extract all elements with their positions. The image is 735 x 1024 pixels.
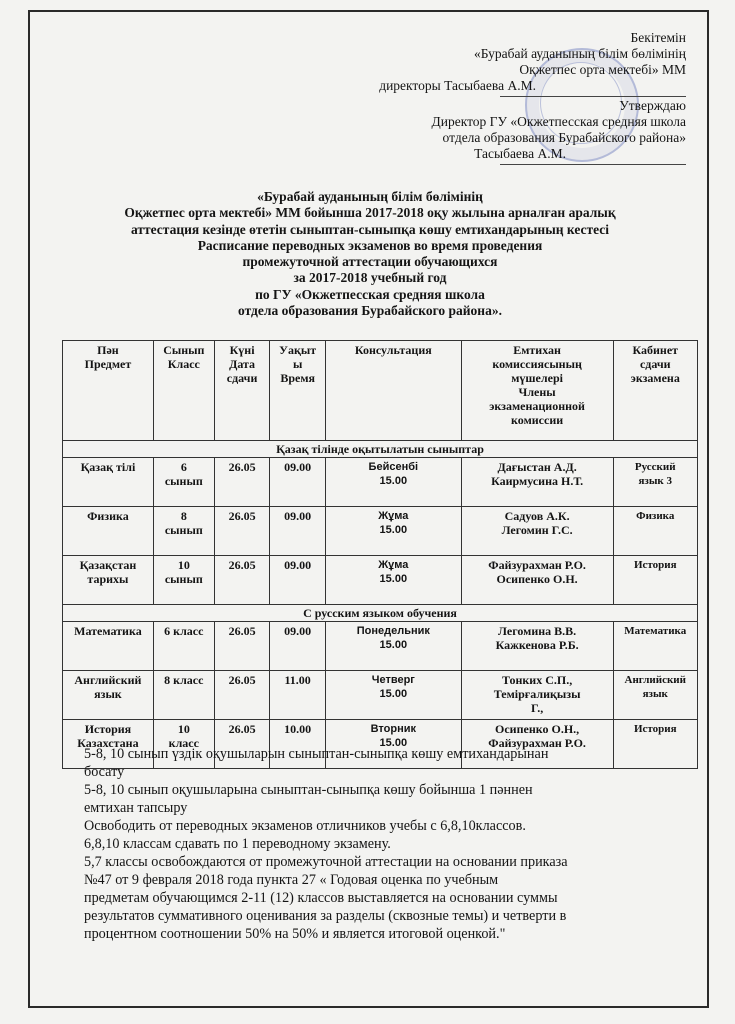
cell-text: Физика [87, 509, 129, 523]
header-text: мүшелері [511, 371, 563, 385]
header-text: Емтихан [513, 343, 561, 357]
table-row [63, 507, 698, 556]
time-cell [270, 458, 326, 507]
cell-text: тарихы [87, 572, 129, 586]
consultation-cell [325, 671, 461, 720]
cell-text: класс [168, 736, 199, 750]
document-title [60, 189, 680, 319]
room-cell [613, 458, 698, 507]
approval-kz-line: «Бурабай ауданының білім бөлімінің [474, 46, 686, 61]
note-line: предметам обучающимся 2-11 (12) классов выставляется на основании суммы [84, 890, 558, 906]
cell-text: Легомина В.В. [498, 624, 577, 638]
commission-cell [461, 622, 613, 671]
consultation-cell [325, 507, 461, 556]
cell-text: Жұма [378, 510, 409, 522]
note-line: 5-8, 10 сынып оқушыларына сыныптан-сыныпқа көшу бойынша 1 пәннен [84, 782, 533, 798]
section-row [63, 441, 698, 458]
commission-cell [461, 671, 613, 720]
time-cell [270, 556, 326, 605]
header-text: Консультация [354, 343, 432, 357]
cell-text: 10 [177, 722, 190, 736]
cell-text: 09.00 [284, 558, 312, 572]
header-room [613, 341, 698, 441]
header-text: комиссиясының [492, 357, 582, 371]
title-line: промежуточной аттестации обучающихся [242, 254, 498, 270]
note-line: Освободить от переводных экзаменов отличников учебы с 6,8,10классов. [84, 818, 526, 834]
cell-text: язык [642, 688, 668, 700]
cell-text: Файзурахман Р.О. [488, 736, 586, 750]
note-line: №47 от 9 февраля 2018 года пункта 27 « Годовая оценка по учебным [84, 872, 499, 888]
cell-text: Осипенко О.Н. [496, 572, 578, 586]
cell-text: 15.00 [379, 688, 408, 700]
cell-text: 09.00 [284, 460, 312, 474]
cell-text: История [633, 559, 677, 571]
cell-text: 26.05 [228, 722, 256, 736]
header-text: комиссии [511, 413, 564, 427]
cell-text: Қазақстан [79, 558, 137, 572]
cell-text: Вторник [370, 723, 417, 735]
signature-line [500, 96, 686, 97]
cell-text: Жұма [378, 559, 409, 571]
subject-cell [63, 671, 154, 720]
cell-text: Бейсенбі [368, 461, 419, 473]
cell-text: 26.05 [228, 624, 256, 638]
title-line: аттестация кезінде өтетін сыныптан-сыныпқа көшу емтихандарының кестесі [130, 221, 610, 237]
approval-ru-line: отдела образования Бурабайского района» [442, 130, 686, 145]
note-line: 5,7 классы освобождаются от промежуточной аттестации на основании приказа [84, 854, 568, 870]
cell-text: 26.05 [228, 673, 256, 687]
cell-text: История [84, 722, 132, 736]
cell-text: 8 класс [164, 673, 204, 687]
approval-kz-director: директоры Тасыбаева А.М. [379, 78, 536, 93]
class-cell [153, 622, 214, 671]
cell-text: 6 [180, 460, 187, 474]
cell-text: язык 3 [638, 475, 673, 487]
header-subject [63, 341, 154, 441]
consultation-cell [325, 458, 461, 507]
consultation-cell [325, 556, 461, 605]
title-line: «Бурабай ауданының білім бөлімінің [257, 189, 483, 204]
commission-cell [461, 556, 613, 605]
header-time [270, 341, 326, 441]
cell-text: Садуов А.К. [504, 509, 570, 523]
header-text: Кабинет [632, 343, 679, 357]
cell-text: 11.00 [284, 673, 311, 687]
cell-text: Понедельник [356, 625, 430, 637]
commission-cell [461, 507, 613, 556]
room-cell [613, 622, 698, 671]
cell-text: 09.00 [284, 509, 312, 523]
header-date [214, 341, 270, 441]
cell-text: Математика [74, 624, 142, 638]
room-cell [613, 507, 698, 556]
date-cell [214, 622, 270, 671]
note-line: 6,8,10 классам сдавать по 1 переводному экзамену. [84, 836, 391, 852]
cell-text: 26.05 [228, 460, 256, 474]
section-title: Қазақ тілінде оқытылатын сыныптар [63, 441, 698, 458]
section-row [63, 605, 698, 622]
header-text: Сынып [163, 343, 205, 357]
cell-text: Казахстана [77, 736, 139, 750]
header-class [153, 341, 214, 441]
header-text: Члены [518, 385, 556, 399]
class-cell [153, 458, 214, 507]
note-line: босату [84, 764, 125, 780]
date-cell [214, 458, 270, 507]
header-commission [461, 341, 613, 441]
table-row [63, 671, 698, 720]
header-text: Класс [167, 357, 200, 371]
header-text: сдачи [639, 357, 671, 371]
note-line: 5-8, 10 сынып үздік оқушыларын сыныптан-сыныпқа көшу емтихандарынан [84, 746, 549, 762]
cell-text: сынып [164, 474, 203, 488]
table-row [63, 556, 698, 605]
room-cell [613, 556, 698, 605]
cell-text: Каирмусина Н.Т. [491, 474, 584, 488]
cell-text: 8 [180, 509, 187, 523]
title-line: Расписание переводных экзаменов во время проведения [197, 237, 543, 253]
approval-ru-line: Директор ГУ «Окжетпесская средняя школа [431, 114, 686, 129]
exam-schedule-table [62, 340, 698, 769]
note-line: процентном соотношении 50% на 50% и является итоговой оценкой." [84, 926, 506, 942]
table-row [63, 458, 698, 507]
cell-text: 15.00 [379, 737, 408, 749]
cell-text: Қазақ тілі [80, 460, 136, 474]
cell-text: Темірғалиқызы [493, 687, 581, 701]
cell-text: Тонких С.П., [501, 673, 573, 687]
time-cell [270, 671, 326, 720]
cell-text: сынып [164, 572, 203, 586]
class-cell [153, 556, 214, 605]
cell-text: Четверг [371, 674, 415, 686]
approval-kz-line: Бекітемін [630, 30, 686, 45]
cell-text: Дағыстан А.Д. [497, 460, 577, 474]
cell-text: Английский [74, 673, 142, 687]
date-cell [214, 507, 270, 556]
cell-text: сынып [164, 523, 203, 537]
signature-line [500, 164, 686, 165]
cell-text: История [633, 723, 677, 735]
cell-text: 15.00 [379, 573, 408, 585]
cell-text: Файзурахман Р.О. [488, 558, 586, 572]
cell-text: Физика [636, 510, 675, 522]
header-text: экзамена [630, 371, 680, 385]
header-text: Күні [229, 343, 255, 357]
consultation-cell [325, 622, 461, 671]
subject-cell [63, 556, 154, 605]
header-text: сдачи [226, 371, 258, 385]
time-cell [270, 507, 326, 556]
title-line: за 2017-2018 учебный год [293, 270, 447, 286]
cell-text: Кажкенова Р.Б. [495, 638, 579, 652]
cell-text: 26.05 [228, 558, 256, 572]
header-text: Дата [229, 357, 256, 371]
notes-block [84, 745, 694, 943]
cell-text: язык [94, 687, 122, 701]
cell-text: Математика [624, 625, 687, 637]
title-line: Оқжетпес орта мектебі» ММ бойынша 2017-2018 оқу жылына арналған аралық [124, 205, 616, 221]
header-text: ы [292, 357, 303, 371]
room-cell [613, 671, 698, 720]
date-cell [214, 671, 270, 720]
cell-text: 26.05 [228, 509, 256, 523]
header-text: экзаменационной [489, 399, 585, 413]
header-consultation [325, 341, 461, 441]
cell-text: Русский [634, 461, 676, 473]
approval-ru-director: Тасыбаева А.М. [474, 146, 566, 161]
note-line: емтихан тапсыру [84, 800, 188, 816]
approval-block [330, 30, 686, 166]
cell-text: 15.00 [379, 475, 408, 487]
header-text: Уақыт [279, 343, 317, 357]
subject-cell [63, 622, 154, 671]
cell-text: 6 класс [164, 624, 204, 638]
header-text: Время [280, 371, 315, 385]
cell-text: 10.00 [284, 722, 312, 736]
table-row [63, 622, 698, 671]
header-text: Предмет [84, 357, 132, 371]
cell-text: 09.00 [284, 624, 312, 638]
time-cell [270, 622, 326, 671]
approval-kz-line: Оқжетпес орта мектебі» ММ [519, 62, 686, 77]
class-cell [153, 507, 214, 556]
cell-text: Английский [624, 674, 686, 686]
cell-text: Осипенко О.Н., [495, 722, 580, 736]
cell-text: 15.00 [379, 639, 408, 651]
cell-text: Легомин Г.С. [501, 523, 573, 537]
commission-cell [461, 458, 613, 507]
date-cell [214, 556, 270, 605]
section-title: С русским языком обучения [63, 605, 698, 622]
subject-cell [63, 458, 154, 507]
cell-text: Г., [530, 701, 544, 715]
cell-text: 10 [177, 558, 190, 572]
cell-text: 15.00 [379, 524, 408, 536]
title-line: по ГУ «Окжетпесская средняя школа [255, 286, 485, 302]
class-cell [153, 671, 214, 720]
subject-cell [63, 507, 154, 556]
title-line: отдела образования Бурабайского района». [238, 303, 502, 319]
approval-ru-line: Утверждаю [619, 98, 686, 113]
note-line: результатов суммативного оценивания за разделы (сквозные темы) и четверти в [84, 908, 567, 924]
header-text: Пән [97, 343, 119, 357]
